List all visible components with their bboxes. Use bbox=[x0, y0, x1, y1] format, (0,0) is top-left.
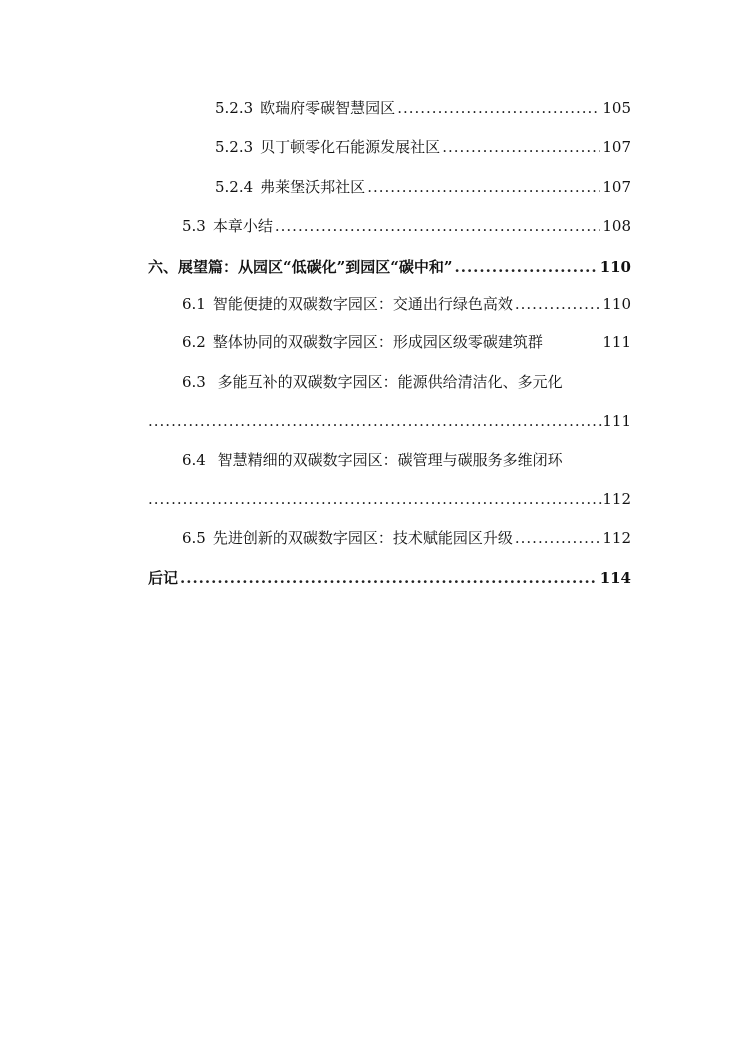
dot-leader bbox=[148, 411, 602, 431]
dot-leader bbox=[367, 177, 600, 197]
toc-entry-5-3[interactable] bbox=[182, 216, 631, 236]
dot-leader bbox=[148, 489, 602, 509]
toc-entry-5-2-4[interactable] bbox=[215, 177, 631, 197]
toc-entry-page: 108 bbox=[602, 217, 631, 235]
dot-leader bbox=[275, 216, 600, 236]
toc-entry-number: 5.2.3 bbox=[215, 138, 254, 156]
toc-entry-title: 欧瑞府零碳智慧园区 bbox=[260, 99, 396, 117]
toc-entry-6-4-leader-line[interactable] bbox=[148, 489, 631, 509]
toc-entry-title: 本章小结 bbox=[212, 217, 273, 235]
toc-entry-page: 107 bbox=[602, 138, 631, 156]
toc-entry-title: 智慧精细的双碳数字园区：碳管理与碳服务多维闭环 bbox=[217, 451, 563, 469]
toc-entry-number: 6.2 bbox=[182, 333, 206, 351]
dot-leader bbox=[442, 137, 600, 157]
toc-chapter-page: 110 bbox=[599, 258, 631, 276]
toc-entry-page: 111 bbox=[602, 333, 631, 351]
dot-leader bbox=[515, 528, 600, 548]
toc-entry-5-2-3-b[interactable] bbox=[215, 137, 631, 157]
dot-leader bbox=[397, 98, 600, 118]
toc-entry-page: 112 bbox=[602, 529, 631, 547]
dot-leader bbox=[180, 568, 598, 588]
toc-entry-page: 112 bbox=[602, 490, 631, 508]
toc-entry-number: 6.3 bbox=[182, 373, 206, 391]
toc-entry-title: 智能便捷的双碳数字园区：交通出行绿色高效 bbox=[212, 295, 513, 313]
toc-entry-6-4-title-line[interactable] bbox=[182, 450, 563, 470]
dot-leader bbox=[515, 294, 600, 314]
toc-entry-number: 5.2.4 bbox=[215, 178, 254, 196]
toc-entry-page: 111 bbox=[602, 412, 631, 430]
toc-entry-6-1[interactable] bbox=[182, 294, 631, 314]
toc-entry-title: 贝丁顿零化石能源发展社区 bbox=[260, 138, 441, 156]
toc-entry-number: 6.1 bbox=[182, 295, 206, 313]
toc-entry-title: 先进创新的双碳数字园区：技术赋能园区升级 bbox=[212, 529, 513, 547]
toc-entry-number: 6.4 bbox=[182, 451, 206, 469]
dot-leader bbox=[455, 257, 598, 277]
toc-entry-6-5[interactable] bbox=[182, 528, 631, 548]
toc-chapter-title: 后记 bbox=[148, 569, 179, 587]
toc-entry-title: 整体协同的双碳数字园区：形成园区级零碳建筑群 bbox=[212, 333, 543, 351]
toc-entry-page: 107 bbox=[602, 178, 631, 196]
toc-entry-page: 110 bbox=[602, 295, 631, 313]
toc-entry-5-2-3-a[interactable] bbox=[215, 98, 631, 118]
toc-entry-number: 6.5 bbox=[182, 529, 206, 547]
toc-entry-6-2[interactable] bbox=[182, 332, 631, 352]
toc-chapter-title: 六、展望篇：从园区“低碳化”到园区“碳中和” bbox=[148, 258, 453, 276]
toc-afterword[interactable] bbox=[148, 568, 631, 588]
toc-entry-title: 多能互补的双碳数字园区：能源供给清洁化、多元化 bbox=[217, 373, 563, 391]
toc-entry-title: 弗莱堡沃邦社区 bbox=[260, 178, 366, 196]
toc-chapter-page: 114 bbox=[599, 569, 631, 587]
toc-entry-6-3-leader-line[interactable] bbox=[148, 411, 631, 431]
toc-chapter-6[interactable] bbox=[148, 257, 631, 277]
toc-entry-number: 5.3 bbox=[182, 217, 206, 235]
toc-entry-page: 105 bbox=[602, 99, 631, 117]
toc-entry-number: 5.2.3 bbox=[215, 99, 254, 117]
toc-entry-6-3-title-line[interactable] bbox=[182, 372, 563, 392]
